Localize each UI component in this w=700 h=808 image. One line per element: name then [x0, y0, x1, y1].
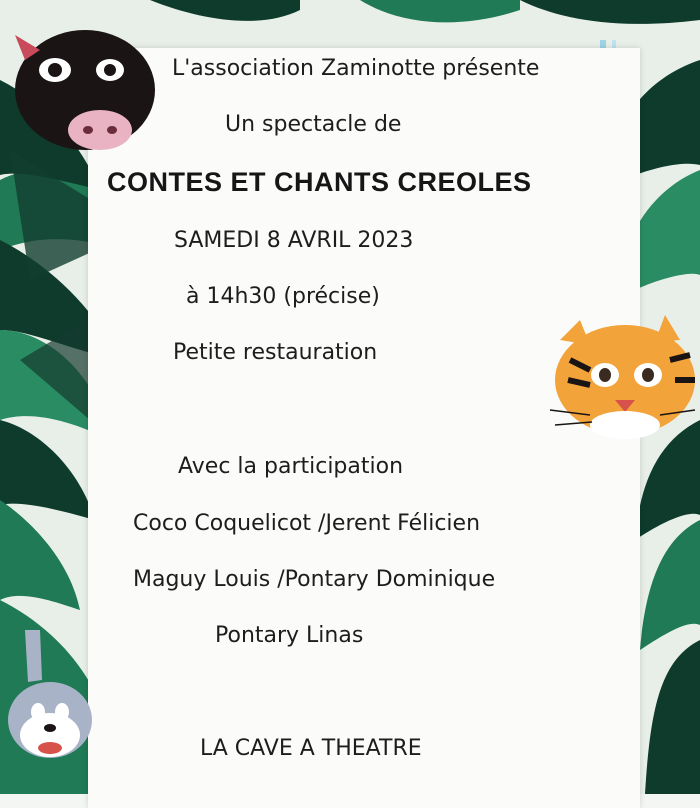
food-note: Petite restauration: [173, 340, 378, 365]
rabbit-character: [0, 630, 110, 770]
venue-name: LA CAVE A THEATRE: [200, 736, 422, 761]
cow-character: [0, 15, 170, 165]
performer-line-2: Maguy Louis /Pontary Dominique: [133, 567, 496, 592]
tiger-character: [530, 300, 700, 450]
participation-heading: Avec la participation: [178, 454, 404, 479]
intro-line: Un spectacle de: [225, 112, 402, 137]
show-title: CONTES ET CHANTS CREOLES: [107, 167, 532, 197]
event-time: à 14h30 (précise): [186, 284, 380, 309]
presenter-line: L'association Zaminotte présente: [172, 56, 540, 81]
performer-line-1: Coco Coquelicot /Jerent Félicien: [133, 511, 481, 536]
performer-line-3: Pontary Linas: [215, 623, 364, 648]
event-date: SAMEDI 8 AVRIL 2023: [174, 228, 414, 253]
